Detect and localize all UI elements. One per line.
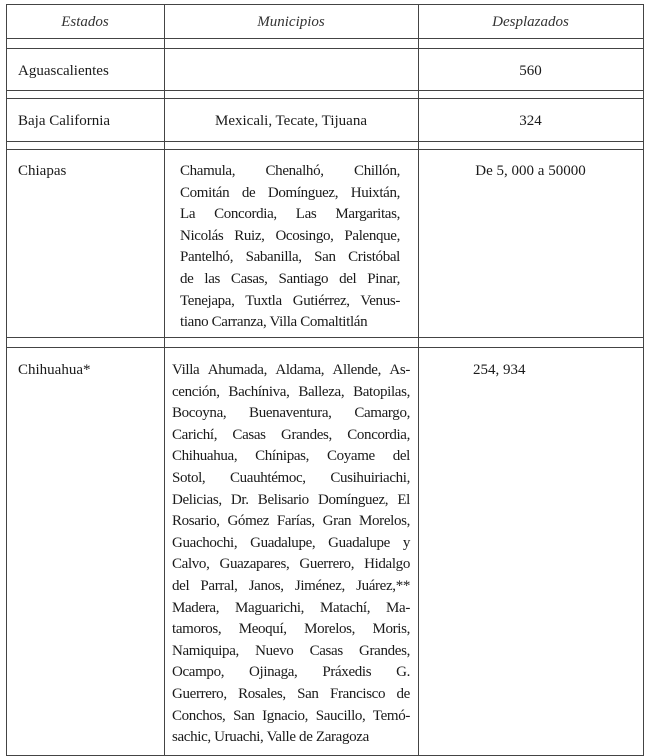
- municipalities-line: de las Casas, Santiago del Pinar,: [180, 270, 400, 287]
- municipalities-line: La Concordia, Las Margaritas,: [180, 206, 400, 223]
- table-border-right: [643, 4, 644, 756]
- row-rule: [6, 98, 644, 99]
- municipalities-line: Guachochi, Guadalupe, Guadalupe y: [172, 534, 410, 551]
- municipalities-line: sachic, Uruachi, Valle de Zaragoza: [172, 729, 369, 746]
- municipalities-line: Namiquipa, Nuevo Casas Grandes,: [172, 642, 410, 659]
- municipalities-line: Rosario, Gómez Farías, Gran Morelos,: [172, 513, 410, 530]
- municipalities-line: Tenejapa, Tuxtla Gutiérrez, Venus-: [180, 292, 400, 309]
- municipalities-line: Comitán de Domínguez, Huixtán,: [180, 184, 400, 201]
- header-displaced: Desplazados: [492, 14, 569, 30]
- municipalities-line: tamoros, Meoquí, Morelos, Moris,: [172, 621, 410, 638]
- municipalities-line: Sotol, Cuauhtémoc, Cusihuiriachi,: [172, 469, 410, 486]
- table-border-top: [6, 4, 644, 5]
- municipalities-line: Madera, Maguarichi, Matachí, Ma-: [172, 599, 410, 616]
- displaced-cell: 324: [519, 113, 542, 129]
- municipalities-line: tiano Carranza, Villa Comaltitlán: [180, 314, 368, 331]
- displacement-table: [6, 4, 644, 756]
- row-rule: [6, 141, 644, 142]
- municipalities-line: Chihuahua, Chínipas, Coyame del: [172, 448, 410, 465]
- municipalities-line: Carichí, Casas Grandes, Concordia,: [172, 426, 410, 443]
- row-rule: [6, 347, 644, 348]
- displaced-cell: 254, 934: [473, 362, 526, 378]
- displaced-cell: 560: [519, 63, 542, 79]
- header-rule: [6, 48, 644, 49]
- municipalities-line: Villa Ahumada, Aldama, Allende, As-: [172, 362, 410, 378]
- municipalities-cell: [172, 360, 410, 749]
- municipalities-line: Calvo, Guazapares, Guerrero, Hidalgo: [172, 556, 410, 573]
- state-cell: Baja California: [18, 113, 111, 129]
- state-cell: Aguascalientes: [18, 63, 109, 79]
- row-rule: [6, 337, 644, 338]
- header-rule: [6, 38, 644, 39]
- row-rule: [6, 149, 644, 150]
- row-rule: [6, 90, 644, 91]
- table-border-left: [6, 4, 7, 756]
- municipalities-cell: Mexicali, Tecate, Tijuana: [215, 113, 367, 129]
- displaced-cell: De 5, 000 a 50000: [475, 163, 586, 179]
- municipalities-line: Guerrero, Rosales, San Francisco de: [172, 685, 410, 702]
- municipalities-line: cención, Bachíniva, Balleza, Batopilas,: [172, 383, 410, 400]
- municipalities-cell: [180, 161, 400, 334]
- state-cell: Chihuahua*: [18, 362, 91, 378]
- header-municipalities: Municipios: [257, 14, 325, 30]
- state-cell: Chiapas: [18, 163, 67, 179]
- municipalities-line: Nicolás Ruiz, Ocosingo, Palenque,: [180, 227, 400, 244]
- municipalities-line: Pantelhó, Sabanilla, San Cristóbal: [180, 249, 400, 266]
- municipalities-line: Chamula, Chenalhó, Chillón,: [180, 163, 400, 179]
- municipalities-line: Delicias, Dr. Belisario Domínguez, El: [172, 491, 410, 508]
- municipalities-line: Ocampo, Ojinaga, Práxedis G.: [172, 664, 410, 681]
- municipalities-line: Bocoyna, Buenaventura, Camargo,: [172, 405, 410, 422]
- municipalities-line: Conchos, San Ignacio, Saucillo, Temó-: [172, 707, 410, 724]
- municipalities-line: del Parral, Janos, Jiménez, Juárez,**: [172, 577, 410, 594]
- header-states: Estados: [61, 14, 109, 30]
